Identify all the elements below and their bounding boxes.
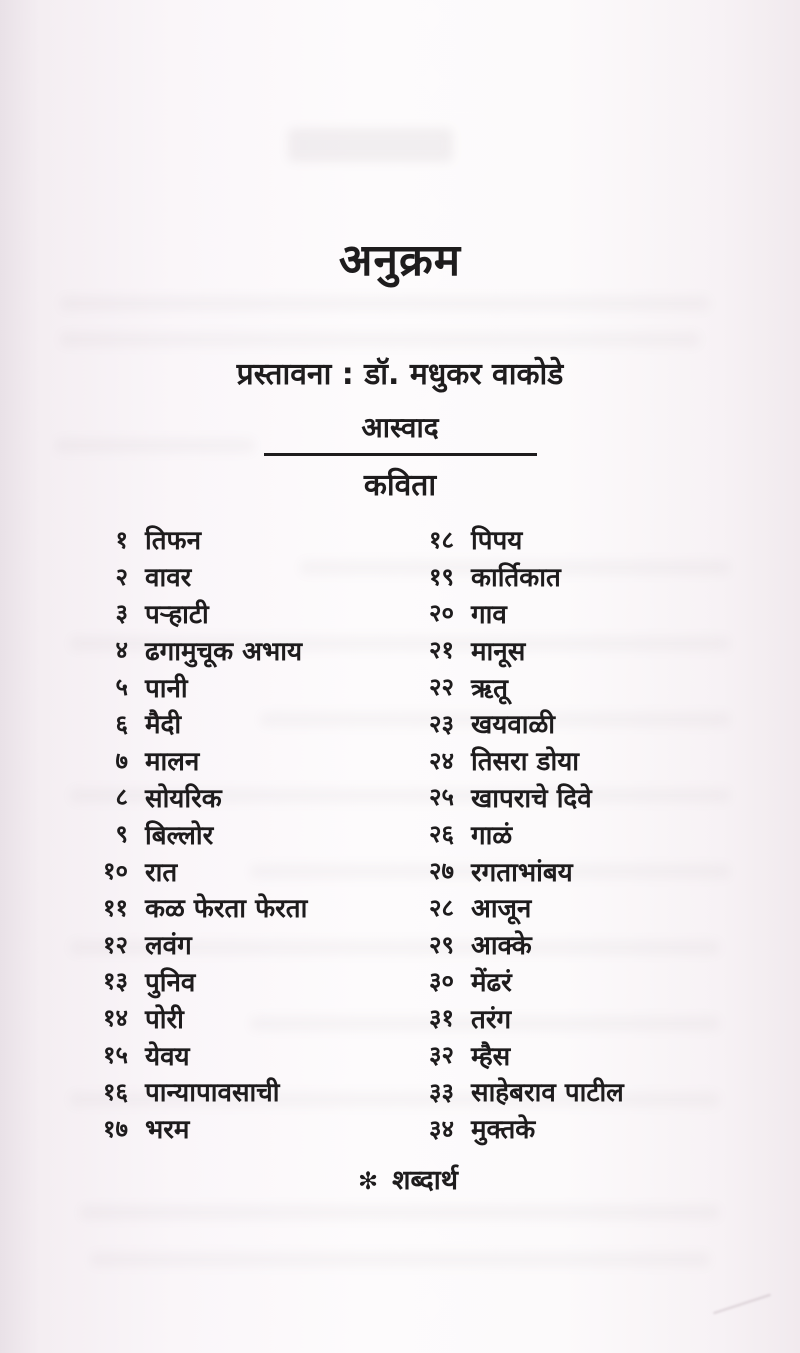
toc-item-title: पानी (145, 673, 188, 704)
toc-item-title: तरंग (471, 1004, 512, 1035)
toc-row (86, 889, 398, 926)
toc-item-title: रात (145, 857, 178, 888)
toc-row (398, 1073, 740, 1110)
toc-row (86, 779, 398, 816)
toc-item-number: २ (115, 562, 128, 591)
toc-row (398, 705, 740, 742)
toc-item-number: ५ (115, 673, 128, 702)
toc-item-number: १२ (103, 930, 128, 959)
toc-row (398, 1036, 740, 1073)
toc-row (86, 1036, 398, 1073)
toc-row (86, 521, 398, 558)
toc-row (86, 742, 398, 779)
toc-item-title: ऋतू (471, 673, 508, 704)
toc-item-number: ६ (115, 709, 128, 738)
toc-item-title: येवय (145, 1041, 190, 1072)
toc-item-title: म्हैस (471, 1041, 511, 1072)
toc-item-number: ३२ (429, 1041, 454, 1070)
toc-item-title: तिफन (145, 526, 202, 557)
toc-row (86, 926, 398, 963)
toc-item-number: २८ (429, 893, 454, 922)
toc-row (86, 963, 398, 1000)
toc-row (398, 742, 740, 779)
toc-row (398, 852, 740, 889)
toc-row (86, 815, 398, 852)
toc-row (86, 999, 398, 1036)
toc-item-title: बिल्लोर (145, 820, 214, 851)
toc-row (86, 668, 398, 705)
toc-item-number: ७ (115, 746, 128, 775)
toc-item-number: २२ (429, 673, 454, 702)
toc-item-title: पान्यापावसाची (145, 1078, 280, 1109)
toc-item-number: १८ (429, 525, 454, 554)
toc-item-number: १९ (429, 562, 454, 591)
toc-item-title: पोरी (145, 1004, 184, 1035)
toc-item-title: वावर (145, 563, 192, 594)
toc-item-number: २५ (429, 783, 454, 812)
toc-row (86, 595, 398, 632)
toc-item-number: १० (103, 857, 128, 886)
toc-item-number: ४ (115, 636, 128, 665)
toc-item-title: साहेबराव पाटील (471, 1078, 624, 1109)
toc-row (86, 558, 398, 595)
toc-row (398, 815, 740, 852)
toc-row (398, 558, 740, 595)
toc-item-title: पुनिव (145, 967, 196, 998)
toc-item-number: १ (115, 525, 128, 554)
toc-item-title: गाव (471, 599, 507, 630)
toc-row (398, 999, 740, 1036)
toc-item-number: २३ (429, 709, 454, 738)
toc-item-title: लवंग (145, 931, 192, 962)
footer-line (8, 1160, 800, 1197)
toc-item-title: मैदी (145, 710, 182, 741)
toc-item-number: ११ (103, 893, 128, 922)
toc-item-title: पिपय (471, 526, 523, 557)
toc-item-number: २० (429, 599, 454, 628)
toc-item-title: कळ फेरता फेरता (145, 894, 308, 925)
bleed-through-line (80, 1205, 720, 1220)
toc-item-title: आक्के (471, 931, 532, 962)
toc-item-title: खयवाळी (471, 710, 556, 741)
toc-item-title: ढगामुचूक अभाय (145, 636, 303, 667)
toc-item-title: मानूस (471, 636, 526, 667)
page-title: अनुक्रम (338, 235, 462, 286)
toc-item-title: तिसरा डोया (471, 747, 580, 778)
asterisk-star-icon: ✻ (357, 1167, 379, 1195)
toc-item-title: मेंढरं (471, 967, 512, 998)
toc-item-number: ३ (115, 599, 128, 628)
toc-item-title: सोयरिक (145, 783, 222, 814)
toc-item-title: आजून (471, 894, 532, 925)
toc-row (398, 926, 740, 963)
toc-item-number: ३१ (429, 1004, 454, 1033)
toc-row (86, 631, 398, 668)
heading-underline (264, 453, 537, 456)
toc-item-title: कार्तिकात (471, 563, 561, 594)
toc-item-title: रगताभांबय (471, 857, 573, 888)
bleed-through-line (90, 1252, 710, 1267)
toc-row (398, 595, 740, 632)
toc-item-number: २६ (429, 820, 454, 849)
toc-row (86, 1110, 398, 1147)
contents-column-right (398, 521, 740, 1147)
page-curl-mark (713, 1294, 771, 1314)
toc-item-number: १४ (103, 1004, 128, 1033)
toc-row (86, 852, 398, 889)
toc-item-title: भरम (145, 1115, 190, 1146)
toc-item-number: ३३ (429, 1077, 454, 1106)
toc-row (398, 779, 740, 816)
toc-row (398, 889, 740, 926)
toc-item-title: मालन (145, 747, 200, 778)
contents-column-left (86, 521, 398, 1147)
toc-item-number: १३ (103, 967, 128, 996)
toc-item-title: खापराचे दिवे (471, 783, 592, 814)
toc-item-title: मुक्तके (471, 1115, 536, 1146)
preface-line: प्रस्तावना : डॉ. मधुकर वाकोडे (236, 357, 564, 392)
toc-item-number: १७ (103, 1114, 128, 1143)
toc-row (398, 963, 740, 1000)
footer-label: शब्दार्थ (392, 1165, 459, 1196)
contents-list (86, 521, 740, 1147)
toc-item-number: २१ (429, 636, 454, 665)
toc-item-number: २४ (429, 746, 454, 775)
toc-row (398, 521, 740, 558)
toc-row (398, 668, 740, 705)
toc-item-number: २९ (429, 930, 454, 959)
toc-row (398, 1110, 740, 1147)
bleed-through-line (60, 296, 710, 311)
subsection-heading: कविता (363, 468, 437, 503)
toc-item-number: १५ (103, 1041, 128, 1070)
toc-item-number: ३० (429, 967, 454, 996)
toc-row (398, 631, 740, 668)
toc-item-number: २७ (429, 857, 454, 886)
toc-item-number: ९ (115, 820, 128, 849)
toc-row (86, 1073, 398, 1110)
toc-row (86, 705, 398, 742)
bleed-through-heading (288, 128, 453, 162)
bleed-through-line (60, 332, 700, 347)
toc-item-number: ३४ (429, 1114, 454, 1143)
toc-item-title: पऱ्हाटी (145, 599, 209, 630)
toc-item-title: गाळं (471, 820, 513, 851)
toc-item-number: ८ (115, 783, 128, 812)
toc-item-number: १६ (103, 1077, 128, 1106)
section-heading: आस्वाद (361, 411, 439, 444)
